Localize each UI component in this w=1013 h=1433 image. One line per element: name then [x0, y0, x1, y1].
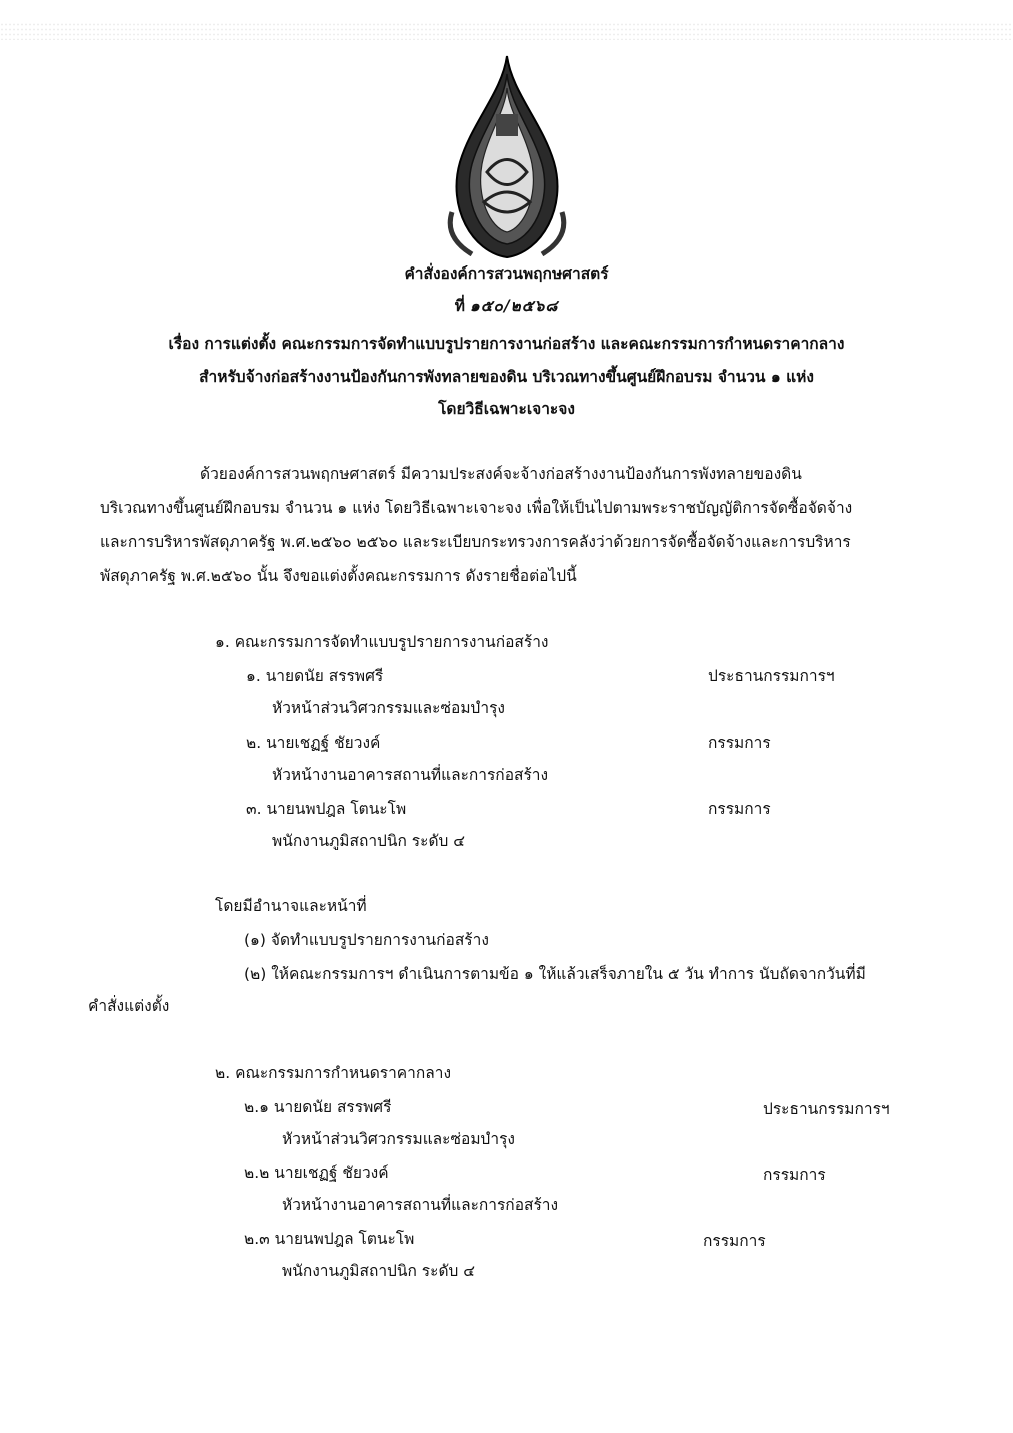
duty-1: (๑) จัดทำแบบรูปรายการงานก่อสร้าง — [244, 931, 489, 949]
order-title: คำสั่งองค์การสวนพฤกษศาสตร์ — [404, 265, 609, 283]
c2-member3-name: ๒.๓ นายนพปฎล โตนะโพ — [244, 1230, 415, 1248]
duty-2-line-2: คำสั่งแต่งตั้ง — [88, 997, 170, 1015]
committee2-heading: ๒. คณะกรรมการกำหนดราคากลาง — [215, 1064, 452, 1082]
subject-line-3: โดยวิธีเฉพาะเจาะจง — [438, 400, 575, 418]
order-number-value: ๑๕๐/๒๕๖๘ — [469, 296, 559, 315]
c1-member1-position: หัวหน้าส่วนวิศวกรรมและซ่อมบำรุง — [272, 699, 505, 717]
intro-line-2: บริเวณทางขึ้นศูนย์ฝึกอบรม จำนวน ๑ แห่ง โดยวิธีเฉพาะเจาะจง เพื่อให้เป็นไปตามพระราชบัญญัติการจัดซื้อจัดจ้าง — [100, 499, 853, 517]
c1-member3-name: ๓. นายนพปฎล โตนะโพ — [246, 800, 407, 818]
c2-member1-position: หัวหน้าส่วนวิศวกรรมและซ่อมบำรุง — [282, 1130, 515, 1148]
c1-member2-name: ๒. นายเชฏฐ์ ชัยวงค์ — [246, 734, 381, 752]
order-number-prefix: ที่ — [454, 297, 465, 315]
order-number — [0, 296, 1013, 316]
c1-member1-name: ๑. นายดนัย สรรพศรี — [246, 667, 384, 685]
c1-member3-position: พนักงานภูมิสถาปนิก ระดับ ๔ — [272, 832, 466, 850]
duty-2-line-1: (๒) ให้คณะกรรมการฯ ดำเนินการตามข้อ ๑ ให้แล้วเสร็จภายใน ๕ วัน ทำการ นับถัดจากวันที่มี — [244, 965, 866, 983]
c1-member1-role: ประธานกรรมการฯ — [708, 667, 835, 685]
royal-emblem-icon — [432, 52, 582, 264]
c1-member2-position: หัวหน้างานอาคารสถานที่และการก่อสร้าง — [272, 766, 549, 784]
subject-line-2: สำหรับจ้างก่อสร้างงานป้องกันการพังทลายของดิน บริเวณทางขึ้นศูนย์ฝึกอบรม จำนวน ๑ แห่ง — [199, 368, 814, 386]
c1-member3-role: กรรมการ — [708, 800, 771, 818]
c2-member3-position: พนักงานภูมิสถาปนิก ระดับ ๔ — [282, 1262, 476, 1280]
intro-line-1: ด้วยองค์การสวนพฤกษศาสตร์ มีความประสงค์จะจ้างก่อสร้างงานป้องกันการพังทลายของดิน — [200, 465, 802, 483]
subject-line-1: เรื่อง การแต่งตั้ง คณะกรรมการจัดทำแบบรูปรายการงานก่อสร้าง และคณะกรรมการกำหนดราคากลาง — [168, 335, 845, 353]
scan-noise — [0, 22, 1013, 40]
c2-member2-role: กรรมการ — [763, 1166, 826, 1184]
c1-member2-role: กรรมการ — [708, 734, 771, 752]
c2-member2-name: ๒.๒ นายเชฏฐ์ ชัยวงค์ — [244, 1164, 389, 1182]
committee1-heading: ๑. คณะกรรมการจัดทำแบบรูปรายการงานก่อสร้าง — [215, 633, 549, 651]
duties-heading: โดยมีอำนาจและหน้าที่ — [215, 897, 367, 915]
c2-member3-role: กรรมการ — [703, 1232, 766, 1250]
c2-member1-role: ประธานกรรมการฯ — [763, 1100, 890, 1118]
c2-member2-position: หัวหน้างานอาคารสถานที่และการก่อสร้าง — [282, 1196, 559, 1214]
intro-line-3: และการบริหารพัสดุภาครัฐ พ.ศ.๒๕๖๐ ๒๕๖๐ และระเบียบกระทรวงการคลังว่าด้วยการจัดซื้อจัดจ้างและการบริหาร — [100, 533, 851, 551]
intro-line-4: พัสดุภาครัฐ พ.ศ.๒๕๖๐ นั้น จึงขอแต่งตั้งคณะกรรมการ ดังรายชื่อต่อไปนี้ — [100, 567, 577, 585]
c2-member1-name: ๒.๑ นายดนัย สรรพศรี — [244, 1098, 392, 1116]
